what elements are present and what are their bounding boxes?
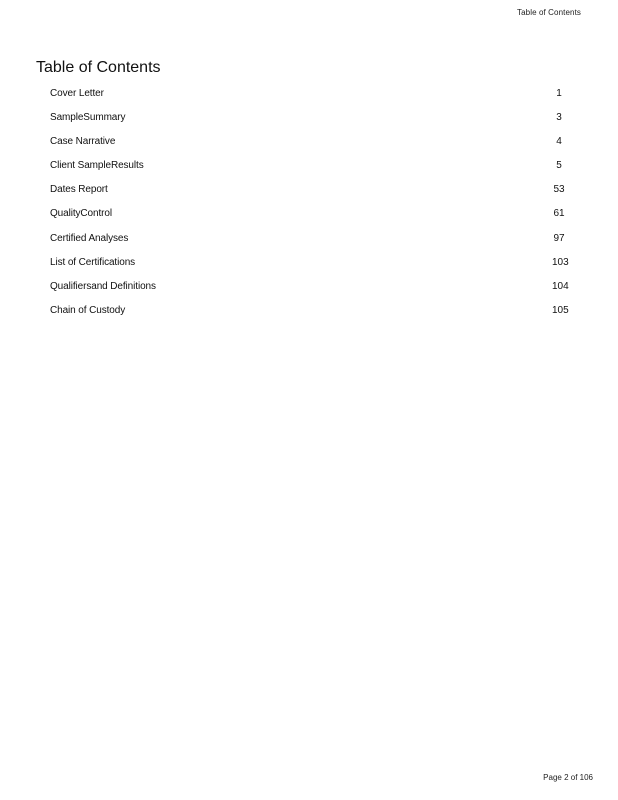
toc-entry-title: Case Narrative (50, 136, 116, 148)
toc-entry-title: Cover Letter (50, 88, 104, 99)
toc-entry-page: 1 (556, 88, 562, 99)
toc-entry-title: Qualifiersand Definitions (50, 280, 156, 292)
toc-entry-title: Dates Report (50, 184, 108, 196)
toc-entry-page: 105 (552, 304, 569, 316)
toc-entry-dates-report[interactable] (50, 178, 570, 202)
toc-entry-title: Chain of Custody (50, 304, 126, 316)
toc-entry-title: SampleSummary (50, 112, 126, 124)
toc-entry-page: 103 (552, 256, 569, 268)
toc-list (50, 82, 570, 323)
toc-entry-quality-control[interactable] (50, 202, 570, 226)
toc-entry-sample-summary[interactable] (50, 106, 570, 130)
page-number: Page 2 of 106 (543, 773, 593, 782)
toc-entry-page: 97 (553, 232, 565, 244)
toc-entry-title: Certified Analyses (50, 232, 129, 244)
toc-entry-page: 5 (556, 160, 562, 172)
toc-entry-client-sample-results[interactable] (50, 154, 570, 178)
toc-entry-page: 104 (552, 280, 569, 292)
toc-entry-page: 61 (553, 208, 565, 220)
toc-entry-page: 3 (556, 112, 562, 124)
toc-entry-list-of-certifications[interactable] (50, 251, 570, 275)
toc-entry-page: 53 (553, 184, 565, 196)
toc-entry-case-narrative[interactable] (50, 130, 570, 154)
toc-entry-title: QualityControl (50, 208, 112, 220)
toc-entry-title: List of Certifications (50, 256, 136, 268)
toc-entry-cover-letter[interactable] (50, 82, 570, 106)
toc-entry-chain-of-custody[interactable] (50, 299, 570, 323)
toc-entry-title: Client SampleResults (50, 160, 144, 172)
running-header: Table of Contents (517, 8, 581, 17)
toc-entry-page: 4 (556, 136, 562, 148)
toc-entry-qualifiers-and-definitions[interactable] (50, 275, 570, 299)
page-title: Table of Contents (36, 59, 161, 76)
toc-entry-certified-analyses[interactable] (50, 227, 570, 251)
